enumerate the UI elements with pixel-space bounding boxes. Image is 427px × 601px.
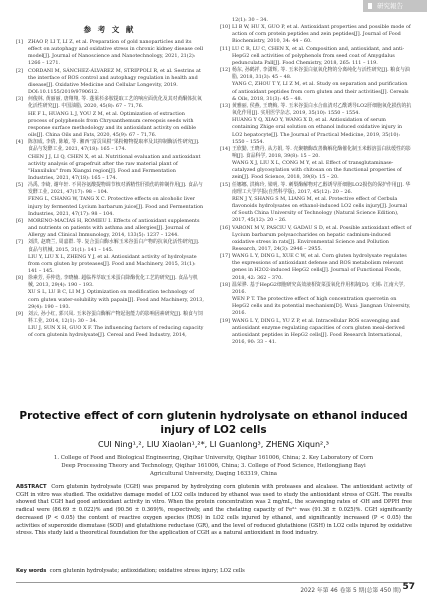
reference-entry xyxy=(220,296,412,317)
reference-number: [19] xyxy=(220,317,231,324)
reference-text: 刘洪, 赵晓兰, 周嘉群. 等. 复合蛋白酶水解玉米谷蛋白产物的抗氧化活性研究[J]. 食品与机械, 2015, 31(1): 141 – 145. xyxy=(28,239,200,253)
reference-text: HE F L, HUANG L J, YOU Z M, et al. Optimization of extraction process of polyphenols from Chrysanthemum cereopsis seeds with response surface methodology and its antioxidant activity on edible oils[J]. China Oils and Fats, 2020, 45(9): 67 – 71,76. xyxy=(28,110,197,139)
reference-entry xyxy=(16,139,204,153)
reference-number: [10] xyxy=(220,24,231,31)
reference-number: [11] xyxy=(220,45,231,52)
reference-number xyxy=(16,289,28,310)
abstract-text: Corn glutenin hydrolysate (CGH) was prepared by hydrolyzing corn glutenin with proteases and alcalase. The antioxidant activity of CGH in vitro was studied. The oxidative damage model of LO2 cells induced by ethanol was used to study the antioxidant stress of CGH. The results showed that CGH had good antioxidant activity in vitro. When the protein concentration was 2 mg/mL, the scavenging rates of ·OH and DPPH free radical were (86.69 ± 0.022)% and (90.56 ± 0.369)%, respectively, and the chelating capacity of Fe²⁺ was (91.38 ± 0.025)%. CGH significantly decreased (P < 0.05) the content of reactive oxygen species (ROS) in LO2 cells injured by ethanol, and significantly increased (P < 0.05) the activities of superoxide dismutase (SOD) and glutathione reductase (GR), and the level of reduced glutathione (GSH) in LO2 cells injured by oxidative stress. This study laid a theoretical foundation for the application of CGH as a natural antioxidant in food industry. xyxy=(16,484,412,537)
reference-entry xyxy=(220,253,412,282)
reference-text: CHEN J J, LI Q, CHEN X, et al. Nutritional evaluation and antioxidant activity analysis of grapefruit after the raw material plant of "Hanxiluku" from Xiangxi region[J]. Food and Fermentation Industries, 2021, 47(18): 165 – 174. xyxy=(28,153,201,181)
reference-text: WEN P T. The protective effect of high concentration quercetin on HepG2 cells and its potential mechanism[D]. Wuxi: Jiangnan University, 2016. xyxy=(232,296,411,317)
reference-text: WANG L Y, DING L, YU Z P, et al. Intracellular ROS scavenging and antioxidant enzyme regulating capacities of corn gluten meal-derived antioxidant peptides in HepG2 cells[J]. Food Research International, 2016, 90: 33 – 41. xyxy=(232,317,405,346)
reference-number xyxy=(16,254,28,275)
reference-number: [2] xyxy=(16,67,23,74)
reference-text: LIU J, SUN X H, GUO X F. The influencing factors of reducing capacity of corn glutenin hydrolysate[J]. Cereal and Feed Industry, 2014, xyxy=(28,325,204,339)
reference-entry xyxy=(16,96,204,110)
reference-number: [8] xyxy=(16,275,23,282)
article-authors: CUI Ning¹,², LIU Xiaolan¹,²*, LI Guanlong³, ZHENG Xiqun²,³ xyxy=(97,440,329,449)
reference-text: 王欣勤, 王晓丹, 从方娟, 等. 壳聚糖酶改善酶解化酶催化制玉米醇溶蛋白肽缓性的影响[J]. 食品科学, 2018, 39(8): 15 – 20. xyxy=(232,145,411,159)
reference-entry xyxy=(16,196,204,217)
reference-number xyxy=(16,325,28,339)
reference-entry xyxy=(16,254,204,275)
reference-text: HUANG Y Q, XIAO Y, WANG X D, et al. Antioxidation of serum containing Zhige oral solution on ethanol induced oxidative injury in LO2 hepatocyte[J]. The Journal of Practical Medicine, 2019, 35(10): 1550 – 1554. xyxy=(232,117,403,145)
reference-text: 徐素芳, 乔仲选, 李晓楠. 超临界萃取玉米蛋白降酶优化工艺的研究[J]. 食品与机械, 2013, 29(4): 190 – 193. xyxy=(28,275,198,289)
reference-entry xyxy=(220,24,412,45)
reference-text: 冯禹, 李绮, 谢年轩. 不同谷氨酸提物调节核对酒精性肝损伤的抑制作用[J]. 食品与发酵工业, 2021, 47(17): 98 – 104. xyxy=(28,182,203,196)
reference-entry xyxy=(16,111,204,140)
article-title: Protective effect of corn glutenin hydrolysate on ethanol induced injury of LO2 cells xyxy=(19,410,408,436)
reference-entry xyxy=(16,218,204,239)
keywords xyxy=(16,568,412,576)
reference-number: [18] xyxy=(220,281,231,288)
keywords-label: Key words xyxy=(16,568,47,574)
reference-text: 任娜娜, 洪梅玲, 梁明, 等. 刺梨酶解物对乙醇诱导肝细胞LO2损伤的保护作用[J]. 华南理工大学学报(自然科学版), 2017, 45(12): 20 – 26. xyxy=(232,181,411,195)
reference-number: [12] xyxy=(220,67,231,74)
reference-number xyxy=(16,111,28,140)
reference-text: LI B W, HU X, GUO P, et al. Antioxidant properties and possible mode of action of corn protein peptides and zein peptides[J]. Journal of Food Biochemistry, 2010, 34: 44 – 60. xyxy=(232,24,411,45)
reference-entry xyxy=(220,282,412,296)
reference-text: ZHAO P, LI T, LI Z, et al. Preparation of gold nanoparticles and its effect on autophagy and oxidative stress in chronic kidney disease cell model[J]. Journal of Nanoscience and Nanotechnology, 2021, 21(2): 1266 – 1271. xyxy=(28,39,204,67)
abstract xyxy=(16,484,412,538)
reference-text: 12(1): 30 – 34. xyxy=(232,17,268,23)
reference-entry xyxy=(16,325,204,339)
affiliation-line: Deep Processing Theory and Technology, Qiqihar 161006, China; 3. College of Food Science, Heilongjiang Bayi xyxy=(61,462,366,469)
reference-text: 陈加成, 李倩, 陈敏, 等. 湘西“富贡凤柑”果粉糖物提取率及其抑制酶活性研究[J]. 食品与发酵工业, 2021, 47(18): 165 – 174. xyxy=(28,139,200,153)
section-tab-label: 研究報告 xyxy=(377,2,403,10)
reference-number: [16] xyxy=(220,224,231,231)
reference-entry xyxy=(220,196,412,225)
reference-number: [5] xyxy=(16,182,23,189)
reference-number: [17] xyxy=(220,253,231,260)
reference-text: 黄雅丽, 侯燕, 王晓梅, 等. 玉米谷蛋白水合血清对乙酰诱导LO2肝细胞氧化损伤的抗氧化作用[J]. 实用医学杂志, 2019, 35(10): 1550 – 1554. xyxy=(232,102,412,117)
references-right-column xyxy=(220,17,412,346)
affiliation-line: Agricultural University, Daqing 163319, China xyxy=(149,470,278,477)
reference-text: FENG L, CHANG W, TANG X C. Protective effects on alcoholic liver injury by fermented Lycium barbarum juice[J]. Food and Fermentation Industries, 2021, 47(17): 98 – 104. xyxy=(28,196,204,217)
reference-number xyxy=(16,196,28,217)
reference-number xyxy=(220,160,232,181)
reference-entry xyxy=(16,154,204,183)
reference-number: [7] xyxy=(16,239,23,246)
reference-text: XU S L, LU B C, LI M J. Optimization on modification technology of corn gluten water-solubility with papain[J]. Food and Machinery, 2013, 29(4): 190 – 193. xyxy=(28,289,204,310)
section-tab xyxy=(363,0,427,12)
reference-text: 何俊林, 黄丽丽, 唐翔翔, 等. 蓬莱杉多胺提取工艺的响应面优化及其对黄酮体抗氧化活性研究[J]. 中国油脂, 2020, 45(8): 67 – 71,76. xyxy=(28,96,202,110)
reference-entry xyxy=(220,225,412,254)
reference-entry xyxy=(220,160,412,181)
reference-number xyxy=(220,196,232,225)
journal-issue: 2022 年第 46 卷第 5 期(总第 450 期) xyxy=(300,588,401,594)
reference-number xyxy=(16,154,28,183)
reference-entry xyxy=(220,103,412,117)
reference-entry xyxy=(16,39,204,68)
reference-entry xyxy=(16,311,204,325)
reference-number xyxy=(220,81,232,102)
references-left-column xyxy=(16,39,204,340)
reference-text: 刘云, 孙小红, 郭兴凤. 玉米谷蛋白酶解产物起泡能力的影响因素研究[J]. 粮食与饲料工业, 2014, 12(1): 30 – 34. xyxy=(28,310,203,325)
reference-entry xyxy=(16,289,204,310)
reference-number: [3] xyxy=(16,96,23,103)
reference-entry xyxy=(220,146,412,160)
reference-number xyxy=(220,296,232,317)
reference-number: [9] xyxy=(16,310,23,317)
reference-number: [1] xyxy=(16,39,23,45)
reference-number: [4] xyxy=(16,139,23,146)
reference-text: LIU Y, LIU X L, ZHENG Y J, et al. Antioxidant activity of hydrolysate from corn gluten by proteases[J]. Food and Machinery, 2015, 31(1): 141 – 145. xyxy=(28,253,197,274)
reference-text: YANG C, ZHOU T Y, LI Z M, et al. Study on separation and purification of antioxidant peptides from corn gluten and their activities[J]. Cereals & Oils, 2018, 31(3): 45 – 48. xyxy=(232,81,409,102)
reference-entry xyxy=(220,117,412,146)
reference-text: REN J Y, SHANG S M, LIANG M, et al. Protective effect of Cerbula flavonoids hydrolysates on ethanol-induced LO2 cells injury[J]. Journal of South China University of Technology (Natural Science Edition), 2017, 45(12): 20 – 26. xyxy=(232,195,408,224)
reference-entry xyxy=(220,318,412,347)
reference-entry xyxy=(16,275,204,289)
reference-entry xyxy=(16,68,204,97)
reference-entry xyxy=(220,46,412,67)
reference-text: 温荣骅. 基于HepG2细胞研究高效液相资菜蛋氧化作用机制[D]. 无锡: 江南大学, 2016. xyxy=(232,281,405,295)
reference-entry xyxy=(16,239,204,253)
reference-number: [15] xyxy=(220,181,231,188)
reference-entry xyxy=(220,182,412,196)
reference-text: CORDANI M, SÁNCHEZ-ÁLVAREZ M, STRIPPOLI R, et al. Sestrins at the interface of ROS control and autophagy regulation in health and disease[J]. Oxidative Medicine and Cellular Longevity, 2019. DOI:10.1155/2019/9790612. xyxy=(28,67,201,96)
reference-text: WANG L Y, DING L, XUE C W, et al. Corn gluten hydrolysate regulates the expressions of antioxidant defense and ROS metabolism relevant genes in H2O2-induced HepG2 cells[J]. Journal of Functional Foods, 2018, 42: 362 – 370. xyxy=(232,253,407,281)
reference-entry xyxy=(220,81,412,102)
affiliation-line: 1. College of Food and Biological Engineering, Qiqihar University, Qiqihar 161006, China; 2. Key Laboratory of Corn xyxy=(53,455,374,461)
footer-divider xyxy=(16,582,412,583)
reference-entry xyxy=(220,17,412,24)
reference-text: WANG X J, LIU X L, CONG M Y, et al. Effect of transglutaminase-catalyzed glycosylation with chitosan on the functional properties of zein[J]. Food Science, 2018, 39(8): 15 – 20. xyxy=(232,160,402,181)
reference-text: VARONI M V, PASCIU V, GADAU S D, et al. Possible antioxidant effect of Lycium barbarum polysaccharides on hepatic cadmium-induced oxidative stress in rats[J]. Environmental Science and Pollution Research, 2017, 24(3): 2946 – 2955. xyxy=(232,224,412,252)
reference-text: 杨东, 孙鹤祥, 李潇辉, 等. 玉米谷蛋白氨氧化物的分离纯化与活性研究[J]. 粮食与油脂, 2018, 31(3): 45 – 48. xyxy=(232,67,410,81)
section-tab-marker xyxy=(368,3,372,9)
reference-text: LU C R, LU C, CHEN X, et al. Composition and, antioxidant, and anti-HepG2 cell activities of polyphenols from seed coat of Amygdalus pedunculata Pall[J]. Food Chemistry, 2018, 265: 111 – 119. xyxy=(232,45,405,66)
reference-number xyxy=(220,117,232,146)
reference-entry xyxy=(16,182,204,196)
reference-entry xyxy=(220,67,412,81)
reference-number: [14] xyxy=(220,145,231,152)
reference-number: [6] xyxy=(16,217,23,224)
keywords-text: corn glutenin hydrolysate; antioxidation; oxidative stress injury; LO2 cells xyxy=(49,568,245,574)
abstract-label: ABSTRACT xyxy=(16,484,47,490)
page-number: 57 xyxy=(402,582,415,592)
reference-number xyxy=(220,17,232,24)
reference-number: [13] xyxy=(220,102,231,109)
reference-text: MORENO-MACÍAS H, ROMIEU I. Effects of antioxidant supplements and nutrients on patients with asthma and allergies[J]. Journal of Allergy and Clinical Immunology, 2014, 133(5): 1237 – 1244. xyxy=(28,217,200,239)
references-title: 参 考 文 献 xyxy=(83,25,136,34)
article-affiliations xyxy=(30,455,397,478)
